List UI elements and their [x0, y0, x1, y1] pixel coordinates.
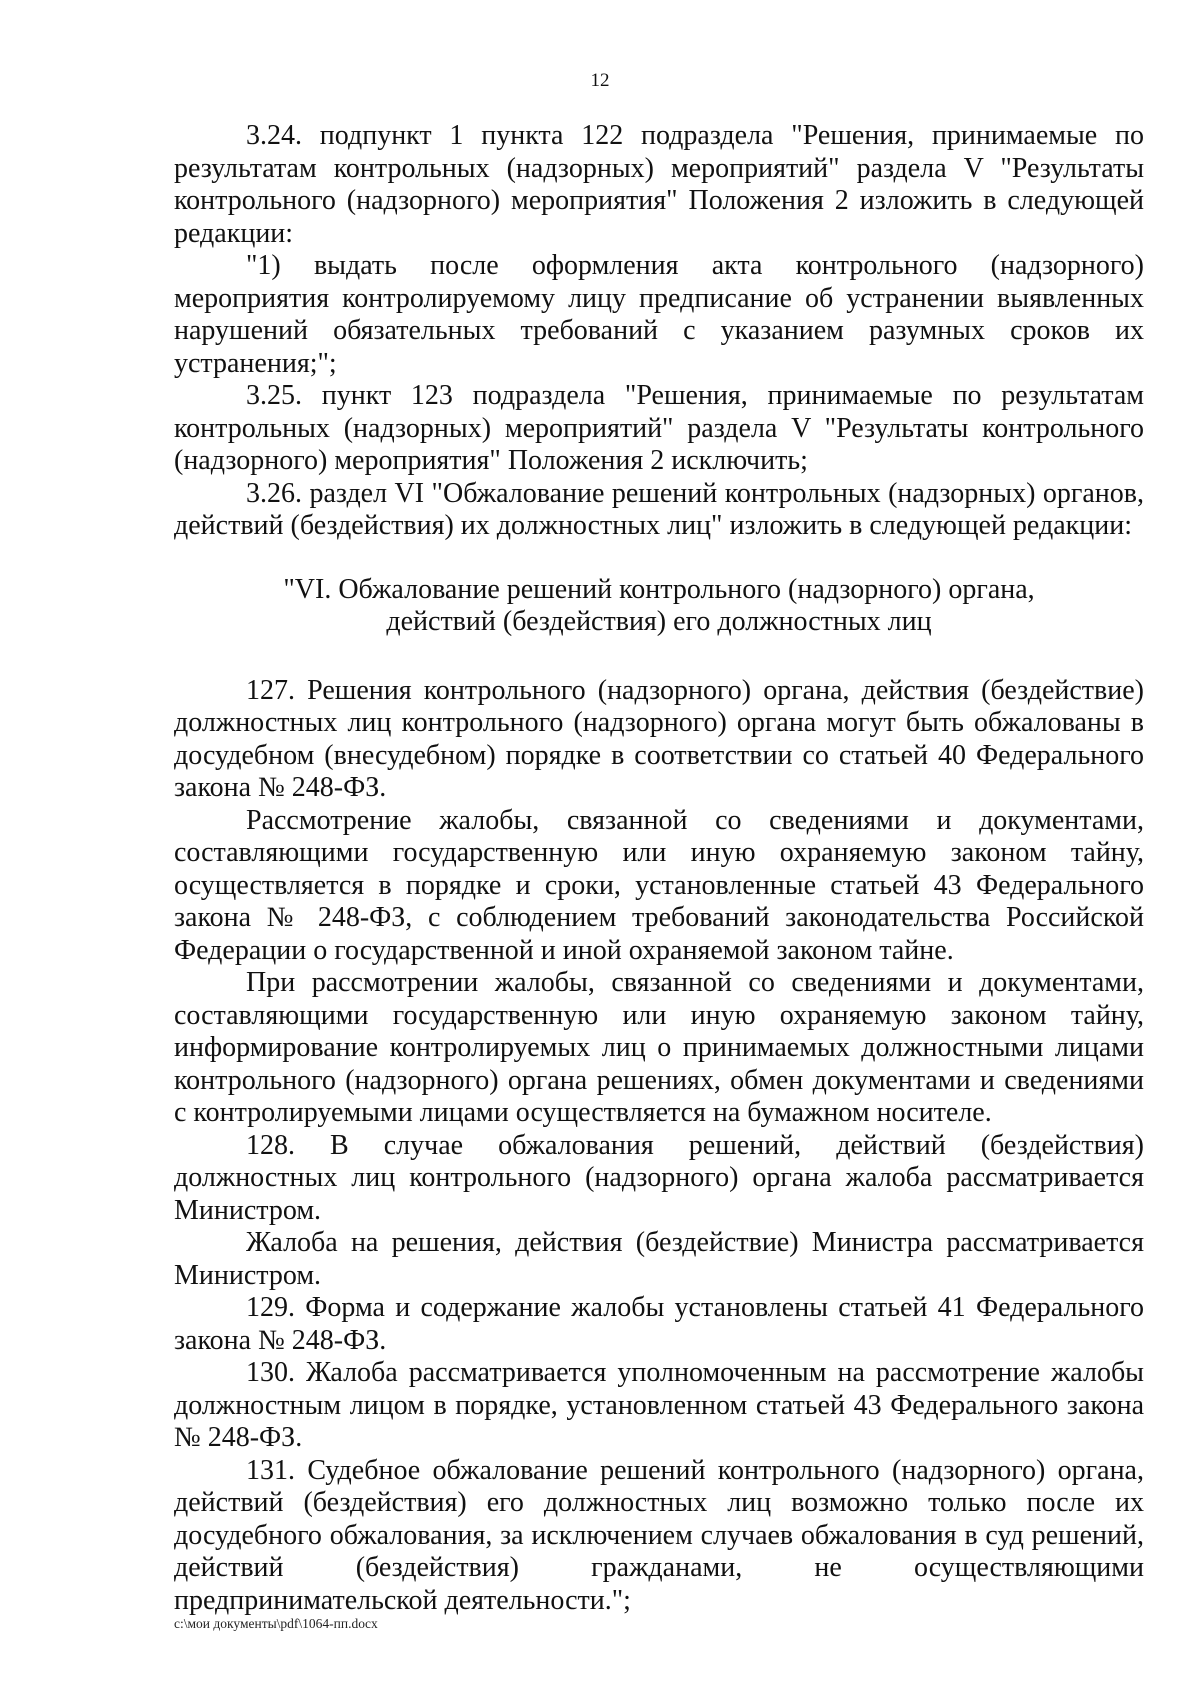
paragraph-129: 129. Форма и содержание жалобы установлены статьей 41 Федерального закона № 248-ФЗ.: [174, 1292, 1144, 1356]
paragraph-127: 127. Решения контрольного (надзорного) органа, действия (бездействие) должностных лиц контрольного (надзорного) органа могут быть обжалованы в досудебном (внесудебном) порядке в соответствии со статьей 40 Федерального закона № 248-ФЗ.: [174, 674, 1144, 803]
paragraph-minister-complaint: Жалоба на решения, действия (бездействие) Министра рассматривается Министром.: [174, 1227, 1144, 1291]
paragraph-secret-informing: При рассмотрении жалобы, связанной со сведениями и документами, составляющими государственную или иную охраняемую законом тайну, информирование контролируемых лиц о принимаемых должностными лицами контрольного (надзорного) органа решениях, обмен документами и сведениями с контролируемыми лицами осуществляется на бумажном носителе.: [174, 967, 1144, 1128]
page-number: 12: [590, 70, 610, 91]
section-heading-line-1: "VI. Обжалование решений контрольного (надзорного) органа,: [283, 573, 1035, 605]
paragraph-secret-review: Рассмотрение жалобы, связанной со сведениями и документами, составляющими государственную или иную охраняемую законом тайну, осуществляется в порядке и сроки, установленные статьей 43 Федерального закона № 248-ФЗ, с соблюдением требований законодательства Российской Федерации о государственной и иной охраняемой законом тайне.: [174, 804, 1144, 966]
section-heading-line-2: действий (бездействия) его должностных лиц: [386, 606, 932, 637]
paragraph-3-25: 3.25. пункт 123 подраздела "Решения, принимаемые по результатам контрольных (надзорных) мероприятий" раздела V "Результаты контрольного (надзорного) мероприятия" Положения 2 исключить;: [174, 380, 1144, 476]
paragraph-130: 130. Жалоба рассматривается уполномоченным на рассмотрение жалобы должностным лицом в порядке, установленном статьей 43 Федерального закона № 248-ФЗ.: [174, 1357, 1144, 1453]
paragraph-3-24: 3.24. подпункт 1 пункта 122 подраздела "Решения, принимаемые по результатам контрольных (надзорных) мероприятий" раздела V "Результаты контрольного (надзорного) мероприятия" Положения 2 изложить в следующей редакции:: [174, 120, 1144, 249]
paragraph-128: 128. В случае обжалования решений, действий (бездействия) должностных лиц контрольного (надзорного) органа жалоба рассматривается Министром.: [174, 1129, 1144, 1226]
document-body: [174, 120, 1144, 1617]
paragraph-quote-1: "1) выдать после оформления акта контрольного (надзорного) мероприятия контролируемому лицу предписание об устранении выявленных нарушений обязательных требований с указанием разумных сроков их устранения;";: [174, 250, 1144, 379]
paragraph-3-26: 3.26. раздел VI "Обжалование решений контрольных (надзорных) органов, действий (бездействия) их должностных лиц" изложить в следующей редакции:: [174, 477, 1144, 541]
footer-file-path: c:\мои документы\pdf\1064-пп.docx: [174, 1616, 378, 1631]
section-heading: [174, 574, 1144, 639]
paragraph-131: 131. Судебное обжалование решений контрольного (надзорного) органа, действий (бездействия) его должностных лиц возможно только после их досудебного обжалования, за исключением случаев обжалования в суд решений, действий (бездействия) гражданами, не осуществляющими предпринимательской деятельности.";: [174, 1454, 1144, 1616]
